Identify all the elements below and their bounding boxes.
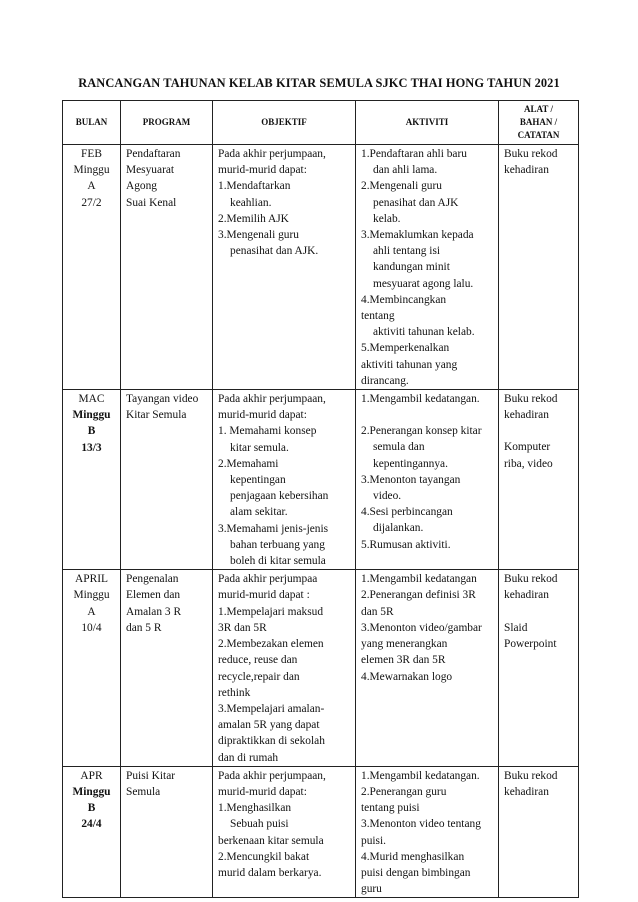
objektif-line: 3.Memahami jenis-jenis — [218, 522, 329, 535]
aktiviti-line: dan 5R — [361, 605, 394, 618]
alat-line: Komputer — [504, 441, 551, 454]
aktiviti-line: 3.Menonton video tentang — [361, 818, 481, 831]
program-line: Puisi Kitar — [126, 769, 176, 782]
aktiviti-line: 3.Menonton video/gambar — [361, 621, 482, 634]
program-line: dan 5 R — [126, 621, 162, 634]
aktiviti-spacer — [361, 407, 494, 423]
cell-program — [121, 570, 213, 766]
cell-bulan — [63, 570, 121, 766]
program-line: Pendaftaran — [126, 148, 181, 160]
aktiviti-line: tentang puisi — [361, 802, 420, 815]
objektif-line: Pada akhir perjumpaan, — [218, 148, 326, 160]
objektif-line: berkenaan kitar semula — [218, 834, 324, 847]
objektif-line: alam sekitar. — [230, 506, 288, 519]
objektif-line: 3.Mempelajari amalan- — [218, 702, 325, 715]
objektif-line: 2.Mencungkil bakat — [218, 850, 310, 863]
header-alat-line: CATATAN — [517, 130, 560, 140]
aktiviti-line: 4.Mewarnakan logo — [361, 670, 453, 683]
objektif-line: 2.Membezakan elemen — [218, 638, 324, 651]
alat-line: kehadiran — [504, 409, 549, 422]
objektif-line: 2.Memilih AJK — [218, 212, 289, 225]
program-line: Agong — [126, 180, 158, 193]
header-alat — [499, 101, 579, 145]
alat-line: riba, video — [504, 457, 553, 470]
aktiviti-line: dijalankan. — [373, 522, 424, 535]
aktiviti-line: 2.Penerangan guru — [361, 785, 447, 798]
cell-aktiviti — [356, 570, 499, 766]
alat-line: Buku rekod — [504, 573, 558, 586]
objektif-line: 2.Memahami — [218, 457, 279, 470]
objektif-line: 1.Mendaftarkan — [218, 180, 291, 193]
objektif-line: Pada akhir perjumpaan, — [218, 393, 326, 406]
objektif-line: dipraktikkan di sekolah — [218, 735, 325, 748]
objektif-line: penjagaan kebersihan — [230, 490, 329, 503]
objektif-line: penasihat dan AJK. — [230, 245, 319, 258]
table-row — [63, 766, 579, 898]
plan-table — [62, 100, 579, 898]
program-line: Amalan 3 R — [126, 605, 182, 618]
aktiviti-line: tentang — [361, 310, 395, 323]
alat-line: Buku rekod — [504, 769, 558, 782]
bulan-line: B — [87, 425, 96, 438]
bulan-line: 10/4 — [81, 621, 102, 634]
bulan-line: APR — [80, 769, 103, 782]
alat-spacer — [504, 604, 574, 620]
alat-line: Slaid — [504, 621, 528, 634]
cell-bulan — [63, 390, 121, 570]
bulan-line: 13/3 — [81, 441, 102, 454]
cell-program — [121, 145, 213, 390]
bulan-line: MAC — [78, 393, 105, 406]
header-aktiviti: AKTIVITI — [356, 101, 499, 145]
objektif-line: 3R dan 5R — [218, 621, 267, 634]
header-program: PROGRAM — [121, 101, 213, 145]
aktiviti-line: 3.Menonton tayangan — [361, 473, 461, 486]
objektif-line: Sebuah puisi — [230, 818, 289, 831]
header-bulan: BULAN — [63, 101, 121, 145]
alat-line: Buku rekod — [504, 148, 558, 160]
objektif-line: reduce, reuse dan — [218, 654, 298, 667]
objektif-line: 1. Memahami konsep — [218, 425, 317, 438]
alat-spacer — [504, 423, 574, 439]
aktiviti-line: ahli tentang isi — [373, 245, 441, 258]
aktiviti-line: 5.Rumusan aktiviti. — [361, 538, 451, 551]
aktiviti-line: kandungan minit — [373, 261, 450, 274]
aktiviti-line: 1.Pendaftaran ahli baru — [361, 148, 467, 160]
objektif-line: boleh di kitar semula — [230, 555, 326, 568]
aktiviti-line: aktiviti tahunan kelab. — [373, 326, 475, 339]
aktiviti-line: 1.Mengambil kedatangan. — [361, 393, 480, 406]
bulan-line: Minggu — [73, 589, 110, 602]
program-line: Mesyuarat — [126, 164, 175, 177]
cell-bulan — [63, 766, 121, 898]
aktiviti-line: 1.Mengambil kedatangan. — [361, 769, 480, 782]
objektif-line: murid dalam berkarya. — [218, 866, 322, 879]
aktiviti-line: 5.Memperkenalkan — [361, 342, 450, 355]
aktiviti-line: elemen 3R dan 5R — [361, 654, 446, 667]
cell-objektif — [213, 390, 356, 570]
aktiviti-line: 1.Mengambil kedatangan — [361, 573, 477, 586]
aktiviti-line: dirancang. — [361, 374, 409, 387]
objektif-line: 1.Mempelajari maksud — [218, 605, 324, 618]
table-row — [63, 390, 579, 570]
alat-line: kehadiran — [504, 785, 549, 798]
aktiviti-line: aktiviti tahunan yang — [361, 358, 458, 371]
bulan-line: Minggu — [73, 164, 110, 177]
aktiviti-line: 2.Mengenali guru — [361, 180, 442, 193]
aktiviti-line: 3.Memaklumkan kepada — [361, 229, 474, 242]
aktiviti-line: guru — [361, 883, 382, 896]
program-line: Kitar Semula — [126, 409, 187, 422]
aktiviti-line: puisi. — [361, 834, 387, 847]
objektif-line: murid-murid dapat : — [218, 589, 310, 602]
cell-program — [121, 766, 213, 898]
objektif-line: murid-murid dapat: — [218, 785, 307, 798]
aktiviti-line: kelab. — [373, 212, 401, 225]
cell-bulan — [63, 145, 121, 390]
aktiviti-line: 4.Murid menghasilkan — [361, 850, 465, 863]
bulan-line: 24/4 — [81, 818, 102, 831]
header-alat-line: ALAT / — [524, 104, 553, 114]
objektif-line: keahlian. — [230, 196, 272, 209]
objektif-line: kitar semula. — [230, 441, 289, 454]
cell-aktiviti — [356, 390, 499, 570]
cell-objektif — [213, 570, 356, 766]
cell-objektif — [213, 145, 356, 390]
program-line: Suai Kenal — [126, 196, 177, 209]
aktiviti-line: video. — [373, 490, 402, 503]
aktiviti-line: semula dan — [373, 441, 425, 454]
objektif-line: 1.Menghasilkan — [218, 802, 292, 815]
header-row — [63, 101, 579, 145]
aktiviti-line: puisi dengan bimbingan — [361, 866, 471, 879]
bulan-line: Minggu — [72, 785, 111, 798]
aktiviti-line: 2.Penerangan konsep kitar — [361, 425, 482, 438]
cell-alat — [499, 570, 579, 766]
bulan-line: 27/2 — [81, 196, 102, 209]
objektif-line: kepentingan — [230, 474, 286, 487]
bulan-line: A — [87, 180, 96, 193]
table-row — [63, 570, 579, 766]
objektif-line: bahan terbuang yang — [230, 538, 325, 551]
aktiviti-line: penasihat dan AJK — [373, 196, 459, 209]
cell-objektif — [213, 766, 356, 898]
program-line: Elemen dan — [126, 589, 181, 602]
alat-line: Powerpoint — [504, 637, 557, 650]
objektif-line: Pada akhir perjumpaa — [218, 573, 318, 586]
program-line: Pengenalan — [126, 573, 179, 586]
page-title: RANCANGAN TAHUNAN KELAB KITAR SEMULA SJKC THAI HONG TAHUN 2021 — [78, 76, 560, 90]
header-objektif: OBJEKTIF — [213, 101, 356, 145]
objektif-line: rethink — [218, 686, 251, 699]
program-line: Tayangan video — [126, 393, 199, 406]
bulan-line: A — [87, 605, 96, 618]
aktiviti-line: mesyuarat agong lalu. — [373, 277, 474, 290]
alat-line: Buku rekod — [504, 393, 558, 406]
aktiviti-line: 4.Membincangkan — [361, 293, 447, 306]
bulan-line: APRIL — [75, 573, 108, 586]
objektif-line: amalan 5R yang dapat — [218, 719, 320, 732]
aktiviti-line: 2.Penerangan definisi 3R — [361, 589, 476, 602]
cell-alat — [499, 766, 579, 898]
program-line: Semula — [126, 785, 161, 798]
cell-aktiviti — [356, 766, 499, 898]
objektif-line: recycle,repair dan — [218, 670, 300, 683]
table-row — [63, 145, 579, 390]
cell-alat — [499, 145, 579, 390]
cell-program — [121, 390, 213, 570]
objektif-line: murid-murid dapat: — [218, 164, 307, 177]
objektif-line: murid-murid dapat: — [218, 409, 307, 422]
alat-line: kehadiran — [504, 589, 549, 602]
aktiviti-line: 4.Sesi perbincangan — [361, 506, 453, 519]
bulan-line: FEB — [81, 148, 102, 160]
objektif-line: Pada akhir perjumpaan, — [218, 769, 326, 782]
header-alat-line: BAHAN / — [519, 117, 558, 127]
objektif-line: 3.Mengenali guru — [218, 229, 299, 242]
cell-aktiviti — [356, 145, 499, 390]
aktiviti-line: dan ahli lama. — [373, 164, 438, 177]
aktiviti-line: kepentingannya. — [373, 457, 448, 470]
aktiviti-line: yang menerangkan — [361, 638, 448, 651]
bulan-line: Minggu — [72, 409, 111, 422]
alat-line: kehadiran — [504, 164, 549, 177]
bulan-line: B — [87, 802, 96, 815]
objektif-line: dan di rumah — [218, 751, 279, 764]
cell-alat — [499, 390, 579, 570]
